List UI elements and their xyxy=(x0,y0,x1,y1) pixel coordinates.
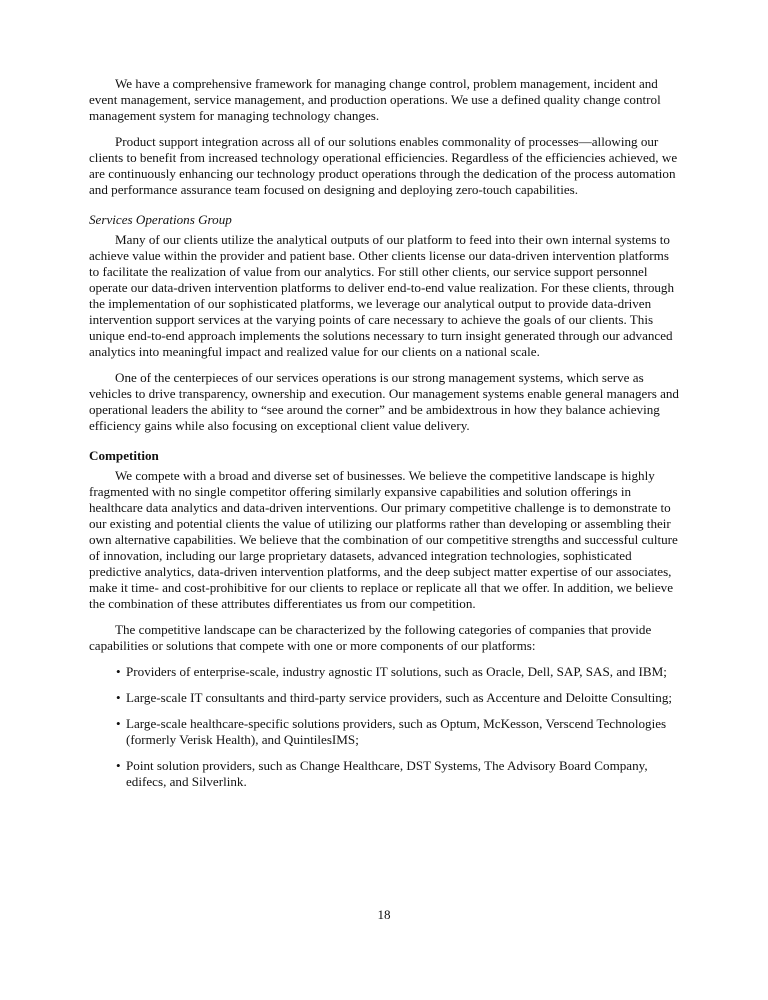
list-item xyxy=(89,690,681,706)
list-item xyxy=(89,664,681,680)
paragraph-competition-landscape: We compete with a broad and diverse set of businesses. We believe the competitive landscape is highly fragmented with no single competitor offering similarly expansive capabilities and solution offerings in healthcare data analytics and data-driven interventions. Our primary competitive challenge is to demonstrate to our existing and potential clients the value of utilizing our platforms rather than developing or assembling their own alternative capabilities. We believe that the combination of our competitive strengths and successful culture of innovation, including our large proprietary datasets, advanced integration technologies, sophisticated predictive analytics, data-driven intervention platforms, and the deep subject matter expertise of our associates, make it time- and cost-prohibitive for our clients to replace or replicate all that we offer. In addition, we believe the combination of these attributes differentiates us from our competition. xyxy=(89,468,678,611)
document-page xyxy=(89,76,681,800)
bullet-icon: • xyxy=(116,690,121,705)
paragraph-competition-categories: The competitive landscape can be characterized by the following categories of companies that provide capabilities or solutions that compete with one or more components of our platforms: xyxy=(89,622,652,653)
list-item-text: Providers of enterprise-scale, industry agnostic IT solutions, such as Oracle, Dell, SAP, SAS, and IBM; xyxy=(126,664,667,679)
heading-services-operations-group: Services Operations Group xyxy=(89,212,232,227)
bullet-icon: • xyxy=(116,716,121,731)
page-number: 18 xyxy=(377,907,391,922)
list-item xyxy=(89,716,681,748)
paragraph-services-management: One of the centerpieces of our services operations is our strong management systems, which serve as vehicles to drive transparency, ownership and execution. Our management systems enable general managers and operational leaders the ability to “see around the corner” and be ambidextrous in how they balance achieving efficiency gains while also focusing on exceptional client value delivery. xyxy=(89,370,679,433)
bullet-icon: • xyxy=(116,664,121,679)
list-item-text: Large-scale healthcare-specific solutions providers, such as Optum, McKesson, Verscend Technologies (formerly Verisk Health), and QuintilesIMS; xyxy=(126,716,667,747)
competitor-category-list xyxy=(89,664,681,790)
bullet-icon: • xyxy=(116,758,121,773)
list-item-text: Point solution providers, such as Change Healthcare, DST Systems, The Advisory Board Company, edifecs, and Silverlink. xyxy=(126,758,648,789)
paragraph-services-clients: Many of our clients utilize the analytical outputs of our platform to feed into their own internal systems to achieve value within the provider and patient base. Other clients license our data-driven intervention platforms to facilitate the realization of value from our analytics. For still other clients, our service support personnel operate our data-driven intervention platforms to deliver end-to-end value realization. For these clients, through the implementation of our sophisticated platforms, we leverage our analytical output to provide data-driven intervention support services at the varying points of care necessary to achieve the goals of our clients. This unique end-to-end approach implements the solutions necessary to turn insight generated through our advanced analytics into meaningful impact and realized value for our clients on a national scale. xyxy=(89,232,675,359)
list-item-text: Large-scale IT consultants and third-party service providers, such as Accenture and Deloitte Consulting; xyxy=(126,690,673,705)
paragraph-change-control: We have a comprehensive framework for managing change control, problem management, incident and event management, service management, and production operations. We use a defined quality change control management system for managing technology changes. xyxy=(89,76,661,123)
heading-competition: Competition xyxy=(89,448,159,463)
paragraph-product-support: Product support integration across all of our solutions enables commonality of processes—allowing our clients to benefit from increased technology operational efficiencies. Regardless of the efficiencies achieved, we are continuously enhancing our technology product operations through the dedication of the process automation and performance assurance team focused on designing and deploying zero-touch capabilities. xyxy=(89,134,678,197)
list-item xyxy=(89,758,681,790)
